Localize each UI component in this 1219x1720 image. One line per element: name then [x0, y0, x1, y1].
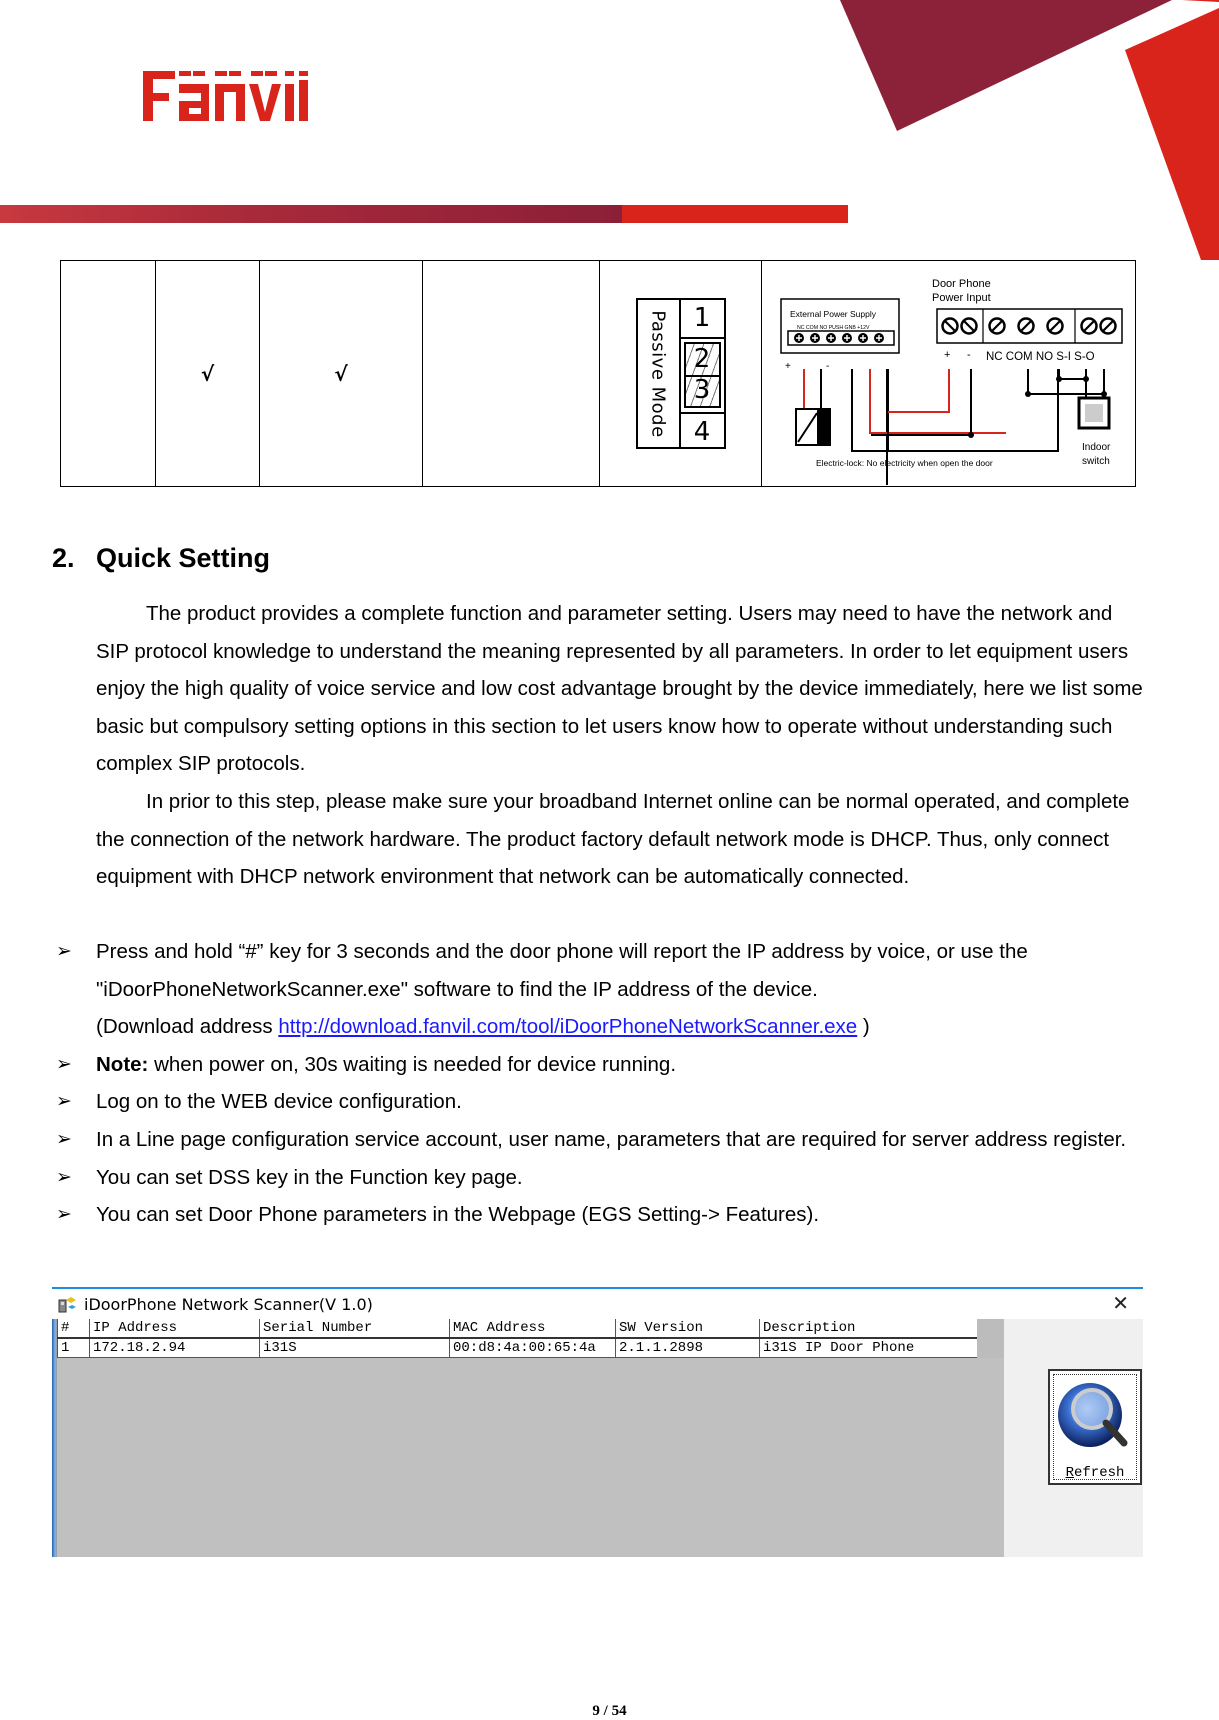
arrow-bullet-icon: ➢: [56, 1204, 72, 1226]
setup-steps-list: [56, 933, 1146, 1234]
list-item: ➢ Note: when power on, 30s waiting is needed for device running.: [56, 1046, 1146, 1084]
indoor-switch-icon: [1079, 398, 1109, 428]
lock-caption: Electric-lock: No electricity when open the door: [815, 457, 993, 468]
jumper-label: Passive Mode: [647, 309, 669, 438]
pin-4: 4: [681, 412, 724, 451]
passive-mode-jumper: [636, 298, 726, 449]
table-row: [61, 261, 1136, 487]
window-titlebar[interactable]: [52, 1289, 1143, 1319]
svg-text:Power Input: Power Input: [931, 291, 991, 304]
refresh-label: Refresh: [1065, 1465, 1125, 1481]
column-header-description[interactable]: Description: [760, 1319, 981, 1338]
column-header-number[interactable]: #: [58, 1319, 90, 1338]
column-header-mac[interactable]: MAC Address: [450, 1319, 616, 1338]
page-number: 9 / 54: [592, 1703, 627, 1719]
list-item: ➢ You can set Door Phone parameters in the Webpage (EGS Setting-> Features).: [56, 1196, 1146, 1234]
electric-lock-icon: [796, 409, 830, 445]
svg-text:+: +: [943, 348, 950, 361]
svg-text:switch: switch: [1081, 455, 1110, 467]
wiring-table: [60, 260, 1136, 487]
list-scrollbar[interactable]: [977, 1319, 1004, 1358]
arrow-bullet-icon: ➢: [56, 1091, 72, 1113]
pin-3: 3: [693, 375, 711, 405]
refresh-button[interactable]: [1048, 1369, 1142, 1485]
section-title: Quick Setting: [96, 543, 271, 573]
check-mark: √: [156, 261, 260, 487]
window-title: iDoorPhone Network Scanner(V 1.0): [84, 1295, 373, 1314]
table-cell: [423, 261, 600, 487]
jumper-cell: [600, 261, 762, 487]
column-header-ip[interactable]: IP Address: [90, 1319, 260, 1338]
list-item: ➢ Log on to the WEB device configuration.: [56, 1083, 1146, 1121]
download-link[interactable]: http://download.fanvil.com/tool/iDoorPhoneNetworkScanner.exe: [278, 1015, 858, 1039]
wiring-diagram: [764, 263, 1134, 485]
app-icon: [58, 1296, 78, 1314]
list-item: ➢ In a Line page configuration service account, user name, parameters that are required for server address register.: [56, 1121, 1146, 1159]
table-header-row: [58, 1319, 981, 1338]
header-decoration: [0, 0, 1219, 270]
arrow-bullet-icon: ➢: [56, 1166, 72, 1188]
paragraph-intro: The product provides a complete function and parameter setting. Users may need to have the network and SIP protocol knowledge to understand the meaning represented by all parameters. In order to let equipment users enjoy the high quality of voice service and low cost advantage brought by the device immediately, here we list some basic but compulsory setting options in this section to let users know how to operate without understanding such complex SIP protocols.: [96, 602, 1143, 776]
section-heading: [52, 543, 270, 574]
header-bar-gradient: [0, 205, 622, 223]
svg-text:NC COM NO S-I S-O: NC COM NO S-I S-O: [985, 350, 1095, 363]
svg-text:+: +: [784, 360, 791, 372]
arrow-bullet-icon: ➢: [56, 1053, 72, 1075]
column-header-serial[interactable]: Serial Number: [260, 1319, 450, 1338]
header-bar-red: [622, 205, 848, 223]
svg-text:Indoor: Indoor: [1081, 441, 1110, 453]
column-header-sw-version[interactable]: SW Version: [616, 1319, 760, 1338]
svg-text:Door Phone: Door Phone: [931, 277, 991, 290]
device-list[interactable]: [57, 1319, 1004, 1557]
list-item: ➢ Press and hold “#” key for 3 seconds and the door phone will report the IP address by voice, or use the "iDoorPhoneNetworkScanner.exe" software to find the IP address of the device. (Download address http://download.fanvil.com/tool/iDoorPhoneNetworkScanner.exe ): [56, 933, 1146, 1046]
table-cell: [61, 261, 156, 487]
arrow-bullet-icon: ➢: [56, 1128, 72, 1150]
list-item: ➢ You can set DSS key in the Function key page.: [56, 1159, 1146, 1197]
jumper-bridge: [684, 342, 721, 408]
fanvil-logo: [143, 66, 343, 126]
svg-text:-: -: [966, 348, 971, 361]
close-icon[interactable]: ✕: [1112, 1291, 1129, 1315]
svg-text:-: -: [825, 360, 829, 372]
pin-1: 1: [681, 300, 724, 339]
wiring-diagram-cell: [762, 261, 1136, 487]
section-number: 2.: [52, 543, 75, 573]
check-mark: √: [260, 261, 423, 487]
network-scanner-window: [52, 1287, 1143, 1557]
paragraph-prerequisite: In prior to this step, please make sure your broadband Internet online can be normal operated, and complete the connection of the network hardware. The product factory default network mode is DHCP. Thus, only connect equipment with DHCP network environment that network can be automatically connected.: [96, 790, 1130, 889]
device-table: [57, 1319, 981, 1358]
external-supply-label: External Power Supply: [789, 308, 876, 319]
magnifier-globe-icon: [1054, 1375, 1136, 1461]
table-row[interactable]: 1 172.18.2.94 i31S 00:d8:4a:00:65:4a 2.1.1.2898 i31S IP Door Phone: [58, 1338, 981, 1358]
arrow-bullet-icon: ➢: [56, 941, 72, 962]
svg-text:NC COM NO PUSH GNB +12V: NC COM NO PUSH GNB +12V: [796, 324, 869, 331]
pin-2: 2: [693, 344, 711, 374]
fanvil-logo-icon: [143, 66, 343, 126]
